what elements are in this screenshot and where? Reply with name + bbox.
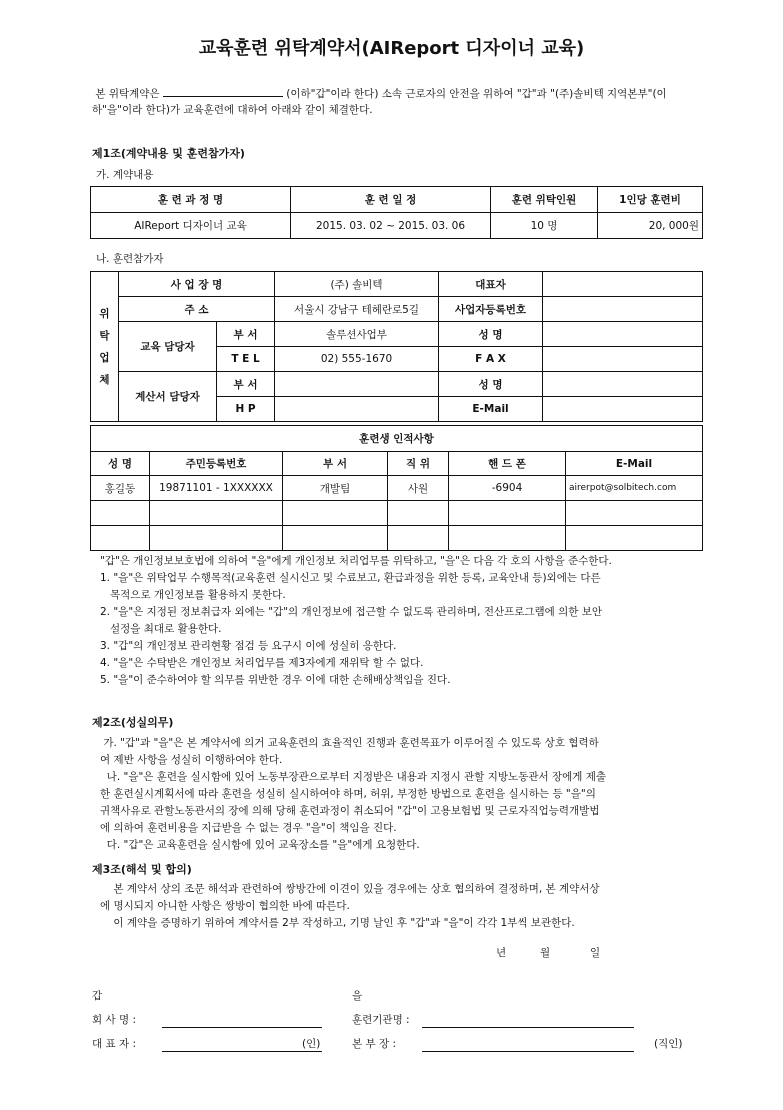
tel-value: 02) 555-1670 xyxy=(275,347,439,372)
trainee-header-position: 직 위 xyxy=(388,452,449,476)
trainee-cell[interactable] xyxy=(283,501,388,526)
table-row xyxy=(91,501,703,526)
seal-mark: (인) xyxy=(302,1038,321,1050)
article3-line: 에 명시되지 아니한 사항은 쌍방이 협의한 바에 따른다. xyxy=(100,900,350,912)
article2-line: 여 제반 사항을 성실히 이행하여야 한다. xyxy=(100,754,283,766)
hp-label: H P xyxy=(217,397,275,422)
privacy-line: 5. "을"이 준수하여야 할 의무를 위반한 경우 이에 대한 손해배상책임을 진다. xyxy=(100,674,451,686)
company-name-value: (주) 솔비텍 xyxy=(275,272,439,297)
bill-manager-label: 계산서 담당자 xyxy=(119,372,217,422)
course-fee: 20, 000원 xyxy=(598,213,703,239)
trainee-dept: 개발팀 xyxy=(283,476,388,501)
trainee-cell[interactable] xyxy=(91,501,150,526)
trainee-title: 훈련생 인적사항 xyxy=(91,426,703,452)
hp-value[interactable] xyxy=(275,397,439,422)
privacy-line: 목적으로 개인정보를 활용하지 못한다. xyxy=(100,589,286,601)
trainee-table xyxy=(90,425,703,551)
date-year: 년 xyxy=(496,947,507,959)
trainee-cell[interactable] xyxy=(449,526,566,551)
date-day: 일 xyxy=(590,947,601,959)
address-label: 주 소 xyxy=(119,297,275,322)
trainee-cell[interactable] xyxy=(283,526,388,551)
table-row xyxy=(91,526,703,551)
trainee-name: 홍길동 xyxy=(91,476,150,501)
trainee-header-phone: 핸 드 폰 xyxy=(449,452,566,476)
course-name: AIReport 디자이너 교육 xyxy=(91,213,291,239)
article2-line: 나. "을"은 훈련을 실시함에 있어 노동부장관으로부터 지정받은 내용과 지정시 관할 지방노동관서 장에게 제출 xyxy=(100,771,607,783)
intro-paragraph xyxy=(92,86,704,118)
privacy-line: 1. "을"은 위탁업무 수행목적(교육훈련 실시신고 및 수료보고, 환급과정을 위한 등록, 교육안내 등)외에는 다른 xyxy=(100,572,601,584)
intro-rest: (이하"갑"이라 한다) 소속 근로자의 안전을 위하여 "갑"과 "(주)솔비텍 지역본부"(이하"을"이라 한다)가 교육훈련에 대하여 아래와 같이 체결한다. xyxy=(92,88,667,116)
trainee-cell[interactable] xyxy=(91,526,150,551)
table-row xyxy=(91,476,703,501)
bill-dept-label: 부 서 xyxy=(217,372,275,397)
company-name-sign-line[interactable] xyxy=(162,1027,322,1028)
company-side-text: 위탁업체 xyxy=(99,307,110,386)
company-name-sign-label: 회 사 명 : xyxy=(92,1014,136,1026)
contract-subtitle: 가. 계약내용 xyxy=(96,169,154,181)
trainee-cell[interactable] xyxy=(566,501,703,526)
course-headcount: 10 명 xyxy=(491,213,598,239)
trainee-cell[interactable] xyxy=(566,526,703,551)
privacy-line: 설정을 최대로 활용한다. xyxy=(100,623,222,635)
official-seal-mark: (직인) xyxy=(654,1038,683,1050)
trainee-header-dept: 부 서 xyxy=(283,452,388,476)
trainee-cell[interactable] xyxy=(150,501,283,526)
header-headcount: 훈련 위탁인원 xyxy=(491,187,598,213)
email-value[interactable] xyxy=(543,397,703,422)
trainee-cell[interactable] xyxy=(150,526,283,551)
article3-line: 본 계약서 상의 조문 해석과 관련하여 쌍방간에 이견이 있을 경우에는 상호 협의하여 결정하며, 본 계약서상 xyxy=(100,883,600,895)
edu-manager-label: 교육 담당자 xyxy=(119,322,217,372)
date-month: 월 xyxy=(540,947,551,959)
institution-sign-label: 훈련기관명 : xyxy=(352,1014,410,1026)
trainee-subtitle: 나. 훈련참가자 xyxy=(96,253,164,265)
trainee-header-email: E-Mail xyxy=(566,452,703,476)
article2-line: 에 의하여 훈련비용을 지급받을 수 없는 경우 "을"이 책임을 진다. xyxy=(100,822,397,834)
trainee-cell[interactable] xyxy=(388,501,449,526)
article2-line: 가. "갑"과 "을"은 본 계약서에 의거 교육훈련의 효율적인 진행과 훈련목표가 이루어질 수 있도록 상호 협력하 xyxy=(100,737,599,749)
privacy-clause xyxy=(100,553,704,689)
company-side-label xyxy=(91,272,119,422)
edu-dept-label: 부 서 xyxy=(217,322,275,347)
fax-value[interactable] xyxy=(543,347,703,372)
privacy-line: 2. "을"은 지정된 정보취급자 외에는 "갑"의 개인정보에 접근할 수 없도록 관리하며, 전산프로그램에 의한 보안 xyxy=(100,606,603,618)
head-sign-line[interactable] xyxy=(422,1051,634,1052)
edu-dept-value: 솔루션사업부 xyxy=(275,322,439,347)
party-a-blank[interactable] xyxy=(163,86,283,97)
document-title: 교육훈련 위탁계약서(AIReport 디자이너 교육) xyxy=(198,38,585,59)
header-fee: 1인당 훈련비 xyxy=(598,187,703,213)
article3-title: 제3조(해석 및 합의) xyxy=(92,863,192,876)
contract-table xyxy=(90,186,703,239)
article2-body xyxy=(100,735,704,854)
article2-line: 다. "갑"은 교육훈련을 실시함에 있어 교육장소를 "을"에게 요청한다. xyxy=(100,839,420,851)
company-table xyxy=(90,271,703,422)
bill-name-label: 성 명 xyxy=(439,372,543,397)
article2-line: 귀책사유로 관할노동관서의 장에 의해 당해 훈련과정이 취소되어 "갑"이 고용보험법 및 근로자직업능력개발법 xyxy=(100,805,600,817)
party-a-label: 갑 xyxy=(92,990,103,1002)
ceo-sign-line[interactable] xyxy=(162,1051,322,1052)
trainee-phone: -6904 xyxy=(449,476,566,501)
address-value: 서울시 강남구 테헤란로5길 xyxy=(275,297,439,322)
intro-prefix: 본 위탁계약은 xyxy=(95,88,160,100)
header-schedule: 훈 련 일 정 xyxy=(291,187,491,213)
bizno-value[interactable] xyxy=(543,297,703,322)
bill-name-value[interactable] xyxy=(543,372,703,397)
trainee-header-name: 성 명 xyxy=(91,452,150,476)
course-schedule: 2015. 03. 02 ~ 2015. 03. 06 xyxy=(291,213,491,239)
trainee-id: 19871101 - 1XXXXXX xyxy=(150,476,283,501)
privacy-line: "갑"은 개인정보보호법에 의하여 "을"에게 개인정보 처리업무를 위탁하고, "을"은 다음 각 호의 사항을 준수한다. xyxy=(100,555,612,567)
article2-line: 한 훈련실시계획서에 따라 훈련을 성실히 실시하여야 하며, 허위, 부정한 방법으로 훈련을 실시하는 등 "을"의 xyxy=(100,788,596,800)
bizno-label: 사업자등록번호 xyxy=(439,297,543,322)
article3-line: 이 계약을 증명하기 위하여 계약서를 2부 작성하고, 기명 날인 후 "갑"과 "을"이 각각 1부씩 보관한다. xyxy=(100,917,575,929)
article2-title: 제2조(성실의무) xyxy=(92,716,174,729)
party-b-label: 을 xyxy=(352,990,363,1002)
head-sign-label: 본 부 장 : xyxy=(352,1038,396,1050)
article3-body xyxy=(100,881,704,932)
ceo-sign-label: 대 표 자 : xyxy=(92,1038,136,1050)
email-label: E-Mail xyxy=(439,397,543,422)
privacy-line: 3. "갑"의 개인정보 관리현황 점검 등 요구시 이에 성실히 응한다. xyxy=(100,640,397,652)
edu-name-value[interactable] xyxy=(543,322,703,347)
trainee-header-id: 주민등록번호 xyxy=(150,452,283,476)
rep-value[interactable] xyxy=(543,272,703,297)
tel-label: T E L xyxy=(217,347,275,372)
fax-label: F A X xyxy=(439,347,543,372)
article1-title: 제1조(계약내용 및 훈련참가자) xyxy=(92,147,245,160)
company-name-label: 사 업 장 명 xyxy=(119,272,275,297)
institution-sign-line[interactable] xyxy=(422,1027,634,1028)
privacy-line: 4. "을"은 수탁받은 개인정보 처리업무를 제3자에게 재위탁 할 수 없다. xyxy=(100,657,424,669)
bill-dept-value[interactable] xyxy=(275,372,439,397)
trainee-email: airerpot@solbitech.com xyxy=(566,476,703,501)
trainee-cell[interactable] xyxy=(449,501,566,526)
header-course: 훈 련 과 정 명 xyxy=(91,187,291,213)
rep-label: 대표자 xyxy=(439,272,543,297)
trainee-position: 사원 xyxy=(388,476,449,501)
edu-name-label: 성 명 xyxy=(439,322,543,347)
trainee-cell[interactable] xyxy=(388,526,449,551)
